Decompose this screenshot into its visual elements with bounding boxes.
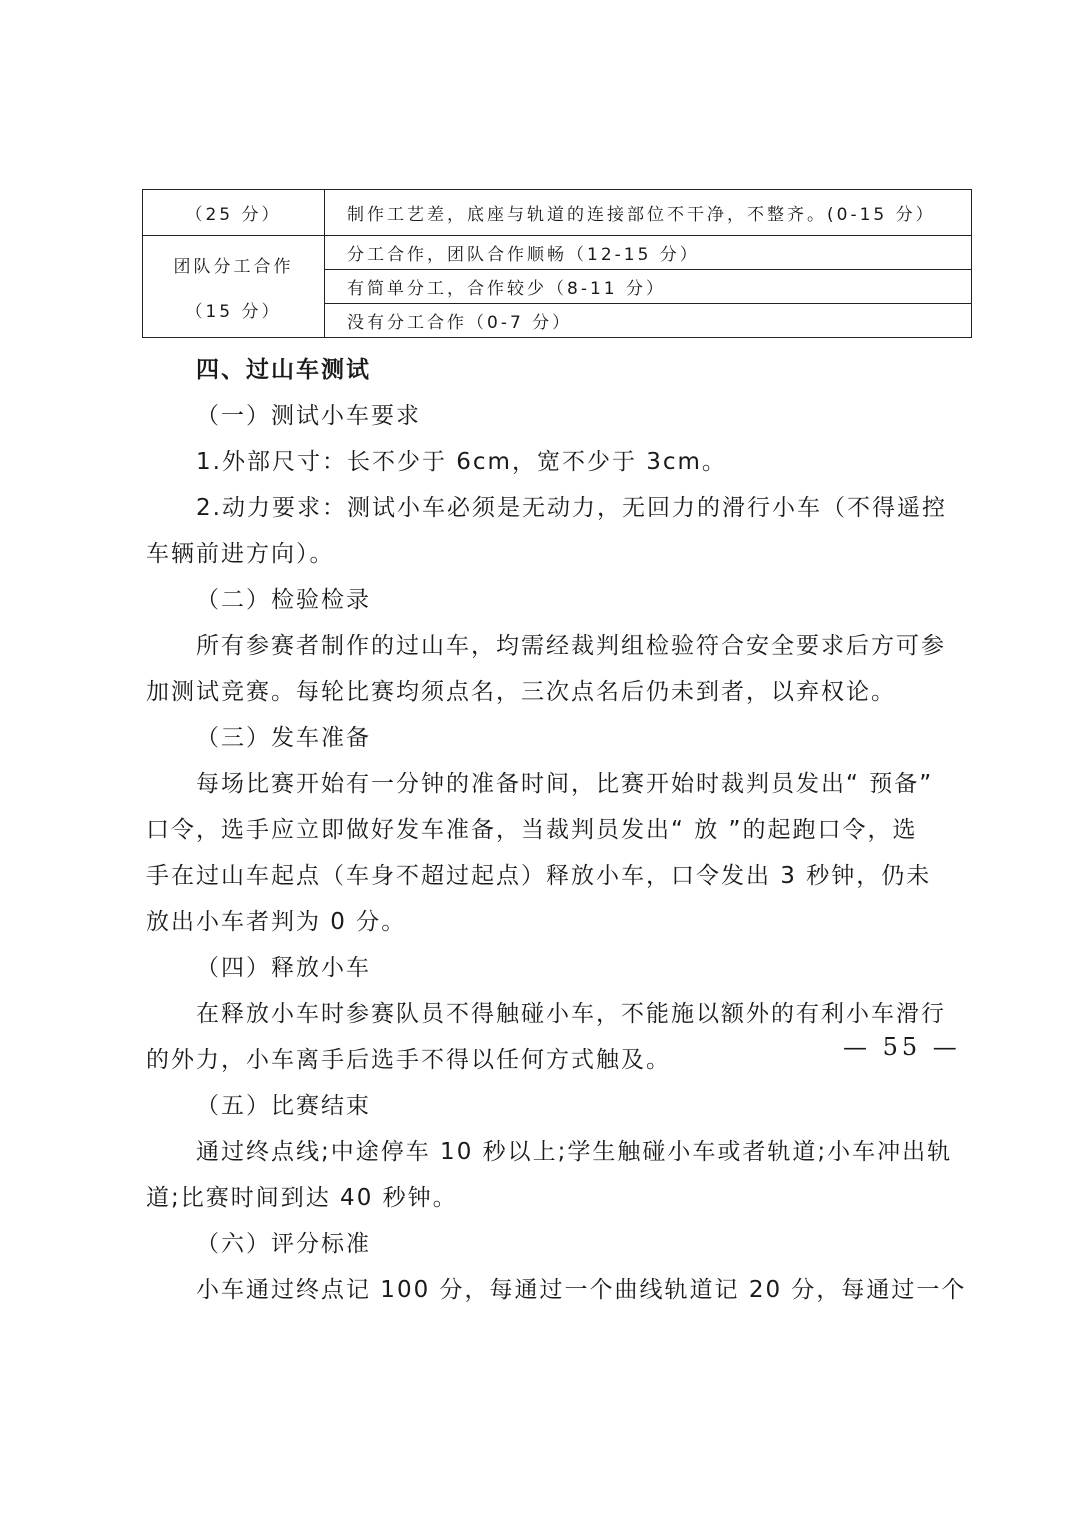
paragraph-line: 加测试竞赛。每轮比赛均须点名，三次点名后仍未到者，以弃权论。	[146, 679, 896, 705]
paragraph-line: 小车通过终点记 100 分，每通过一个曲线轨道记 20 分，每通过一个	[196, 1277, 967, 1303]
subsection-heading: （六）评分标准	[196, 1231, 371, 1257]
scoring-table	[142, 189, 972, 338]
paragraph-line: 所有参赛者制作的过山车，均需经裁判组检验符合安全要求后方可参	[196, 633, 946, 659]
page-number: — 55 —	[843, 1033, 961, 1061]
paragraph-line: 在释放小车时参赛队员不得触碰小车，不能施以额外的有利小车滑行	[196, 1001, 946, 1027]
paragraph-line: 车辆前进方向）。	[146, 541, 335, 567]
subsection-heading: （一）测试小车要求	[196, 403, 421, 429]
body-text	[146, 347, 967, 1313]
subsection-heading: （三）发车准备	[196, 725, 371, 751]
subsection-heading: （五）比赛结束	[196, 1093, 371, 1119]
paragraph-line: 的外力，小车离手后选手不得以任何方式触及。	[146, 1047, 671, 1073]
table-row	[143, 190, 972, 236]
subsection-heading: （四）释放小车	[196, 955, 371, 981]
category-score: （15 分）	[185, 301, 282, 322]
section-heading: 四、过山车测试	[196, 357, 371, 383]
paragraph-line: 放出小车者判为 0 分。	[146, 909, 407, 935]
table-cell-criteria: 分工合作，团队合作顺畅（12-15 分）	[325, 236, 972, 270]
category-title: 团队分工合作	[173, 256, 294, 277]
paragraph-line: 手在过山车起点（车身不超过起点）释放小车，口令发出 3 秒钟，仍未	[146, 863, 932, 889]
paragraph-line: 2.动力要求：测试小车必须是无动力，无回力的滑行小车（不得遥控	[196, 495, 947, 521]
table-cell-category: （25 分）	[143, 190, 325, 236]
table-cell-criteria: 没有分工合作（0-7 分）	[325, 304, 972, 338]
paragraph-line: 1.外部尺寸：长不少于 6cm，宽不少于 3cm。	[196, 449, 727, 475]
paragraph-line: 通过终点线;中途停车 10 秒以上;学生触碰小车或者轨道;小车冲出轨	[196, 1139, 953, 1165]
table-cell-category	[143, 236, 325, 338]
paragraph-line: 口令，选手应立即做好发车准备，当裁判员发出“ 放 ”的起跑口令，选	[146, 817, 918, 843]
paragraph-line: 每场比赛开始有一分钟的准备时间，比赛开始时裁判员发出“ 预备”	[196, 771, 934, 797]
subsection-heading: （二）检验检录	[196, 587, 371, 613]
table-cell-criteria: 制作工艺差，底座与轨道的连接部位不干净，不整齐。(0-15 分）	[325, 190, 972, 236]
table-cell-criteria: 有简单分工，合作较少（8-11 分）	[325, 270, 972, 304]
paragraph-line: 道;比赛时间到达 40 秒钟。	[146, 1185, 458, 1211]
table-row	[143, 236, 972, 270]
